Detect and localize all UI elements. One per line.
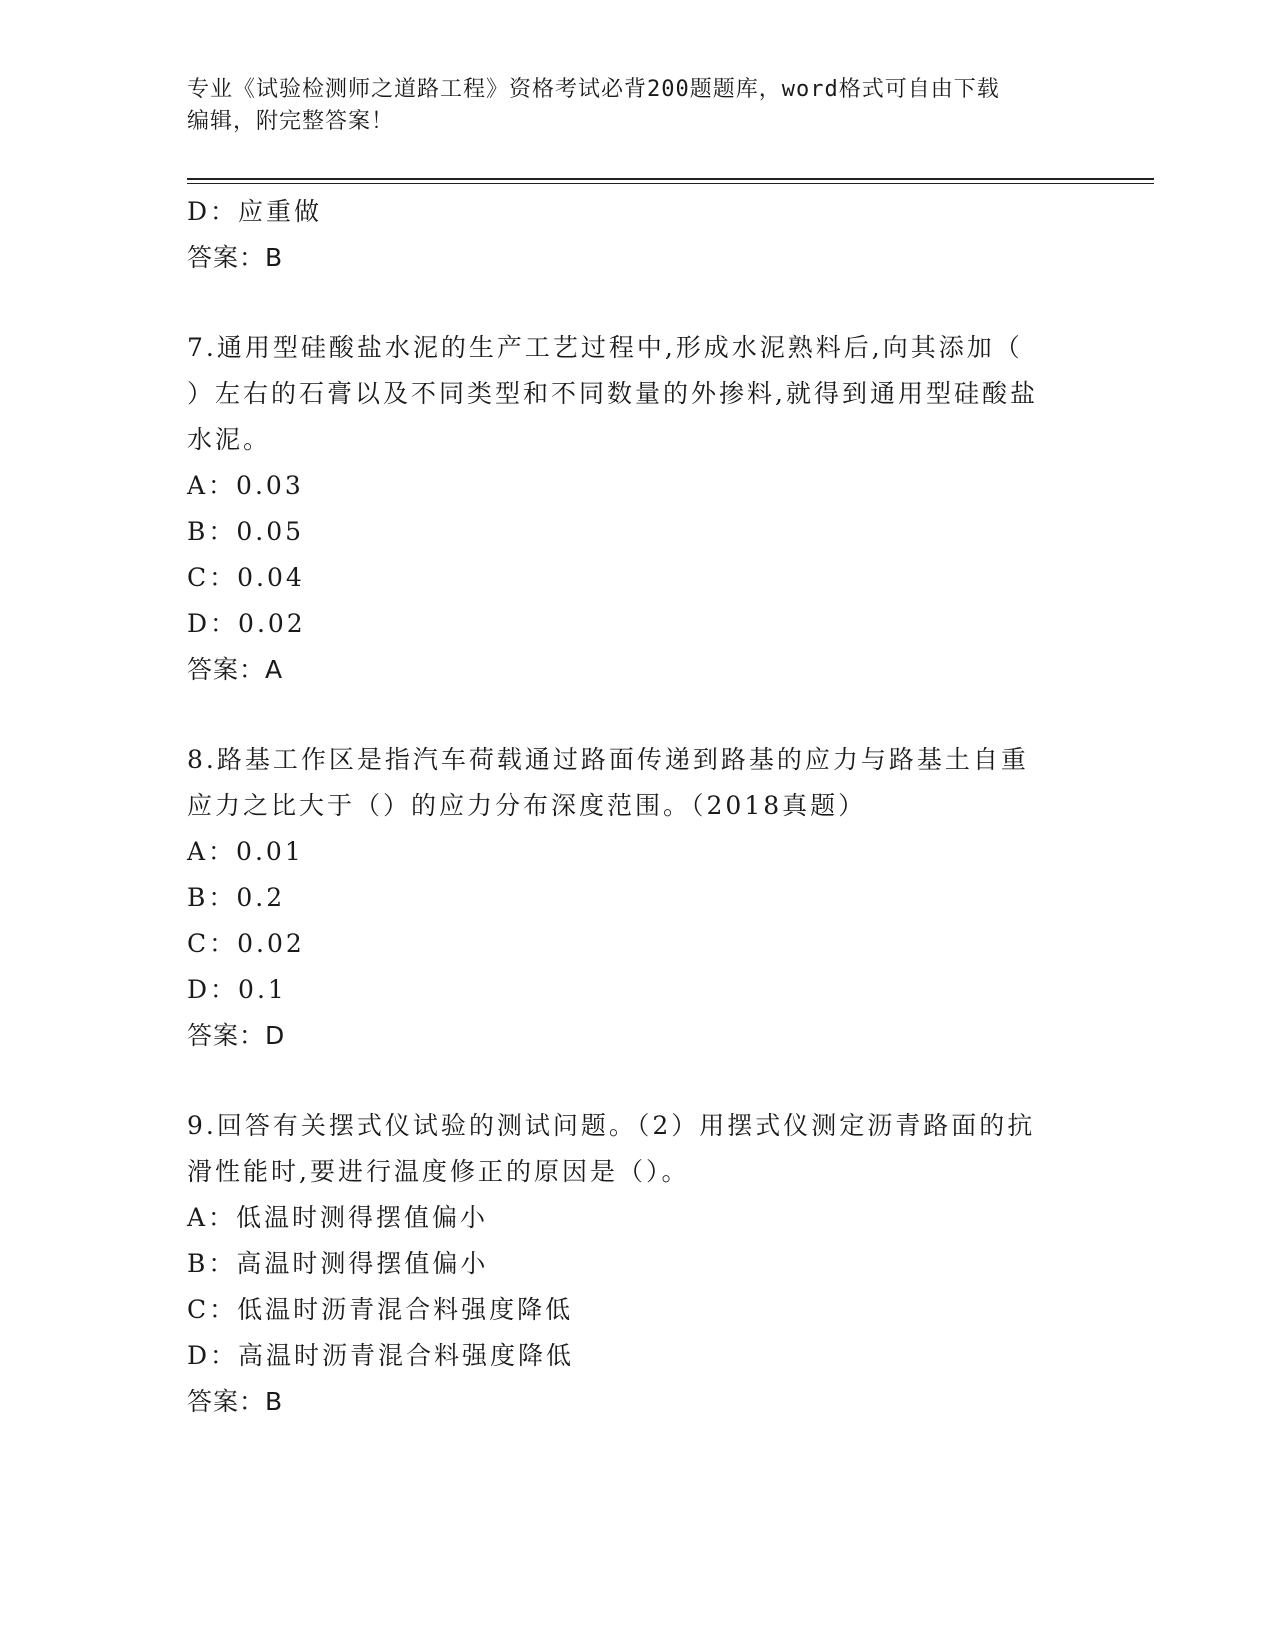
answer: 答案：D bbox=[187, 1021, 286, 1050]
question-stem-line: 7.通用型硅酸盐水泥的生产工艺过程中,形成水泥熟料后,向其添加（ bbox=[187, 333, 1023, 362]
header-divider bbox=[187, 178, 1154, 180]
header-line-1: 专业《试验检测师之道路工程》资格考试必背200题题库，word格式可自由下载 bbox=[187, 77, 1000, 102]
header-divider-thin bbox=[187, 183, 1154, 184]
question-content bbox=[187, 189, 1077, 1425]
question-stem-line: 9.回答有关摆式仪试验的测试问题。（2）用摆式仪测定沥青路面的抗 bbox=[187, 1111, 1036, 1140]
question-9 bbox=[187, 1103, 1077, 1425]
option-c: C：0.02 bbox=[187, 929, 305, 958]
q6-option-d: D：应重做 bbox=[187, 197, 323, 226]
option-d: D：0.1 bbox=[187, 975, 287, 1004]
option-a: A：低温时测得摆值偏小 bbox=[187, 1203, 489, 1232]
page-header bbox=[187, 74, 1067, 138]
option-d: D：高温时沥青混合料强度降低 bbox=[187, 1341, 575, 1370]
option-d: D：0.02 bbox=[187, 609, 306, 638]
option-c: C：低温时沥青混合料强度降低 bbox=[187, 1295, 574, 1324]
question-8 bbox=[187, 737, 1077, 1059]
question-stem-line: 滑性能时,要进行温度修正的原因是（）。 bbox=[187, 1157, 690, 1186]
q6-answer: 答案：B bbox=[187, 243, 284, 272]
question-stem-line: 应力之比大于（）的应力分布深度范围。（2018真题） bbox=[187, 791, 867, 820]
question-7 bbox=[187, 325, 1077, 693]
question-stem-line: 水泥。 bbox=[187, 425, 272, 454]
option-a: A：0.03 bbox=[187, 471, 304, 500]
option-a: A：0.01 bbox=[187, 837, 304, 866]
option-b: B：0.2 bbox=[187, 883, 286, 912]
question-stem-line: 8.路基工作区是指汽车荷载通过路面传递到路基的应力与路基土自重 bbox=[187, 745, 1029, 774]
header-line-2: 编辑，附完整答案！ bbox=[187, 109, 395, 134]
question-stem-line: ）左右的石膏以及不同类型和不同数量的外掺料,就得到通用型硅酸盐 bbox=[187, 379, 1038, 408]
option-c: C：0.04 bbox=[187, 563, 305, 592]
answer: 答案：A bbox=[187, 655, 284, 684]
answer: 答案：B bbox=[187, 1387, 284, 1416]
option-b: B：高温时测得摆值偏小 bbox=[187, 1249, 489, 1278]
option-b: B：0.05 bbox=[187, 517, 305, 546]
